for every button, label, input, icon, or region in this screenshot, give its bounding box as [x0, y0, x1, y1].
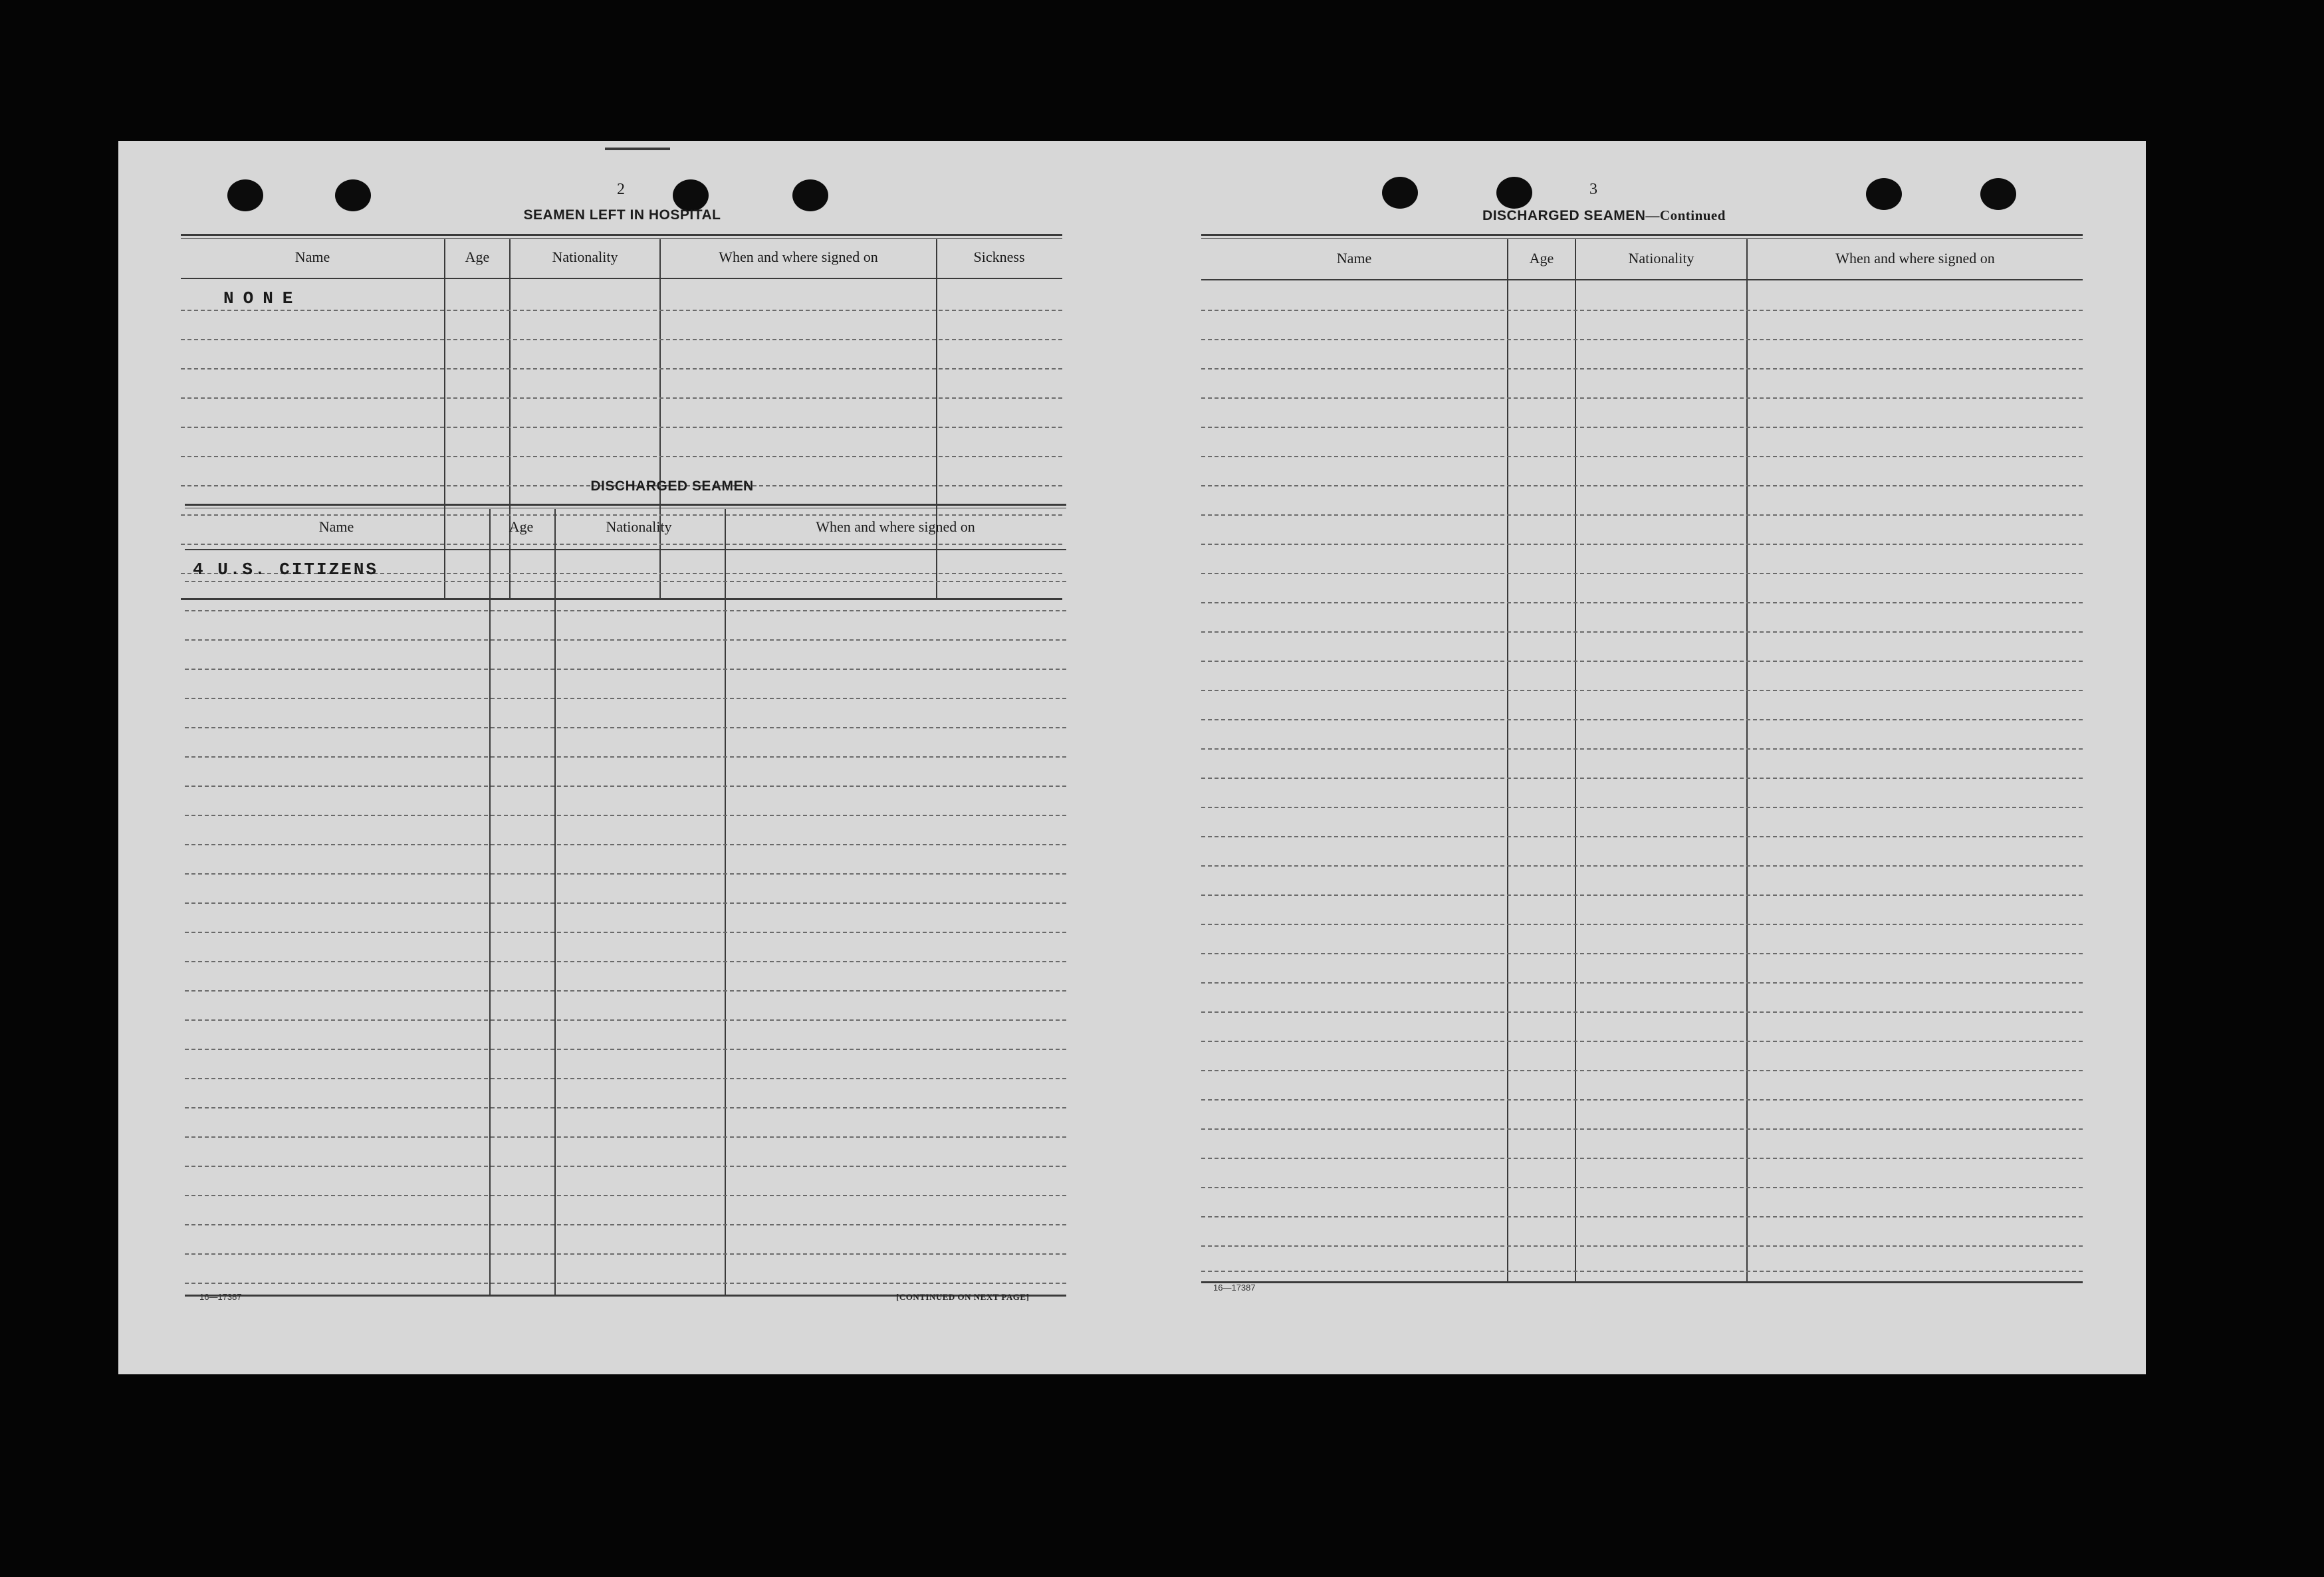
column-header-nationality: Nationality [606, 518, 672, 535]
column-header-name: Name [294, 249, 330, 265]
hospital-entry: NONE [223, 288, 302, 308]
column-header-nationality: Nationality [552, 249, 618, 265]
column-header-signed-on: When and where signed on [719, 249, 878, 265]
column-header-age: Age [509, 518, 534, 535]
section-title-suffix: —Continued [1645, 207, 1726, 223]
discharged-section-title: DISCHARGED SEAMEN [590, 478, 754, 494]
section-title: DISCHARGED SEAMEN [1482, 208, 1646, 223]
column-header-name: Name [318, 518, 354, 535]
column-header-signed-on: When and where signed on [816, 518, 975, 535]
form-number: 16—17387 [199, 1292, 242, 1302]
section-bottom-rule [1201, 1281, 2083, 1283]
discharged-continued-rows [1201, 141, 2083, 1291]
document-sheet [118, 141, 2146, 1374]
column-header-nationality: Nationality [1628, 250, 1694, 266]
column-header-age: Age [1529, 250, 1554, 266]
page-number: 2 [617, 181, 625, 198]
hospital-section-title: SEAMEN LEFT IN HOSPITAL [523, 207, 721, 223]
column-header-sickness: Sickness [973, 249, 1025, 265]
form-number: 16—17387 [1213, 1283, 1256, 1293]
discharged-rows [185, 141, 1066, 1304]
column-header-age: Age [465, 249, 490, 265]
continued-note: [CONTINUED ON NEXT PAGE] [896, 1292, 1030, 1302]
page-number: 3 [1589, 181, 1597, 198]
left-page [118, 141, 1132, 1374]
column-header-name: Name [1336, 250, 1372, 266]
column-header-signed-on: When and where signed on [1835, 250, 1995, 266]
right-page [1132, 141, 2146, 1374]
discharged-entry: 4 U.S. CITIZENS [193, 560, 379, 579]
